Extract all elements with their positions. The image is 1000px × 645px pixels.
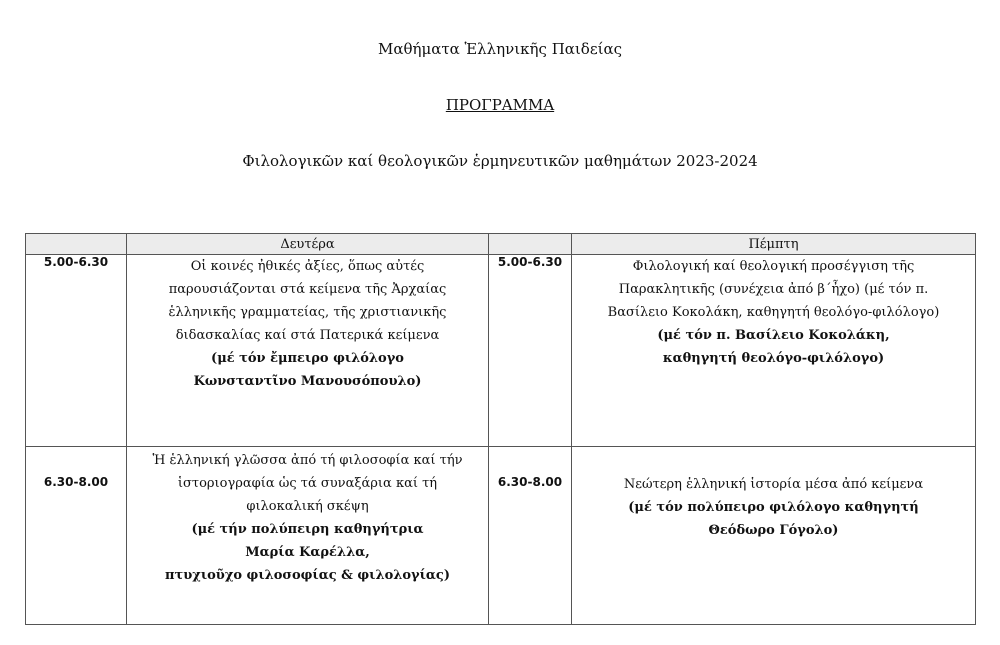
- header-empty-cell: [489, 234, 572, 255]
- monday-time: 6.30-8.00: [26, 447, 127, 625]
- thursday-time: 6.30-8.00: [489, 447, 572, 625]
- teacher-line: (μέ τόν π. Βασίλειο Κοκολάκη,: [657, 328, 890, 343]
- lesson-line: διδασκαλίας καί στά Πατερικά κείμενα: [175, 328, 440, 343]
- monday-lesson: [127, 255, 489, 447]
- lesson-line: ἱστοριογραφία ὡς τά συναξάρια καί τή: [177, 476, 438, 491]
- thursday-time: 5.00-6.30: [489, 255, 572, 447]
- teacher-line: πτυχιοῦχο φιλοσοφίας & φιλολογίας): [165, 568, 450, 583]
- lesson-line: φιλοκαλική σκέψη: [246, 499, 369, 514]
- teacher-line: Θεόδωρο Γόγολο): [708, 523, 839, 538]
- table-row: [26, 255, 976, 447]
- header-monday: Δευτέρα: [127, 234, 489, 255]
- lesson-line: Βασίλειο Κοκολάκη, καθηγητή θεολόγο-φιλόλογο): [607, 305, 940, 320]
- monday-time: 5.00-6.30: [26, 255, 127, 447]
- lesson-line: Παρακλητικῆς (συνέχεια ἀπό β΄ἦχο) (μέ τόν π.: [618, 282, 929, 297]
- header-thursday: Πέμπτη: [572, 234, 976, 255]
- document-description: Φιλολογικῶν καί θεολογικῶν ἑρμηνευτικῶν μαθημάτων 2023-2024: [242, 152, 758, 170]
- document-title: Μαθήματα Ἑλληνικῆς Παιδείας: [377, 40, 623, 58]
- teacher-line: Μαρία Καρέλλα,: [245, 545, 370, 560]
- header-empty-cell: [26, 234, 127, 255]
- lesson-line: ἑλληνικῆς γραμματείας, τῆς χριστιανικῆς: [168, 305, 447, 320]
- document-subtitle: ΠΡΟΓΡΑΜΜΑ: [445, 96, 555, 114]
- teacher-line: καθηγητή θεολόγο-φιλόλογο): [662, 351, 885, 366]
- schedule-table: [25, 233, 976, 625]
- lesson-line: παρουσιάζονται στά κείμενα τῆς Ἀρχαίας: [168, 282, 447, 297]
- table-header-row: [26, 234, 976, 255]
- teacher-line: Κωνσταντῖνο Μανουσόπουλο): [193, 374, 422, 389]
- lesson-line: Νεώτερη ἑλληνική ἱστορία μέσα ἀπό κείμενα: [623, 477, 924, 492]
- thursday-lesson: [572, 447, 976, 625]
- teacher-line: (μέ τόν πολύπειρο φιλόλογο καθηγητή: [628, 500, 919, 515]
- lesson-line: Φιλολογική καί θεολογική προσέγγιση τῆς: [632, 259, 915, 274]
- lesson-line: Οἱ κοινές ἠθικές ἀξίες, ὅπως αὐτές: [190, 259, 425, 274]
- lesson-line: Ἡ ἑλληνική γλῶσσα ἀπό τή φιλοσοφία καί τήν: [152, 453, 463, 468]
- monday-lesson: [127, 447, 489, 625]
- teacher-line: (μέ τόν ἔμπειρο φιλόλογο: [211, 351, 404, 366]
- table-row: [26, 447, 976, 625]
- teacher-line: (μέ τήν πολύπειρη καθηγήτρια: [191, 522, 424, 537]
- thursday-lesson: [572, 255, 976, 447]
